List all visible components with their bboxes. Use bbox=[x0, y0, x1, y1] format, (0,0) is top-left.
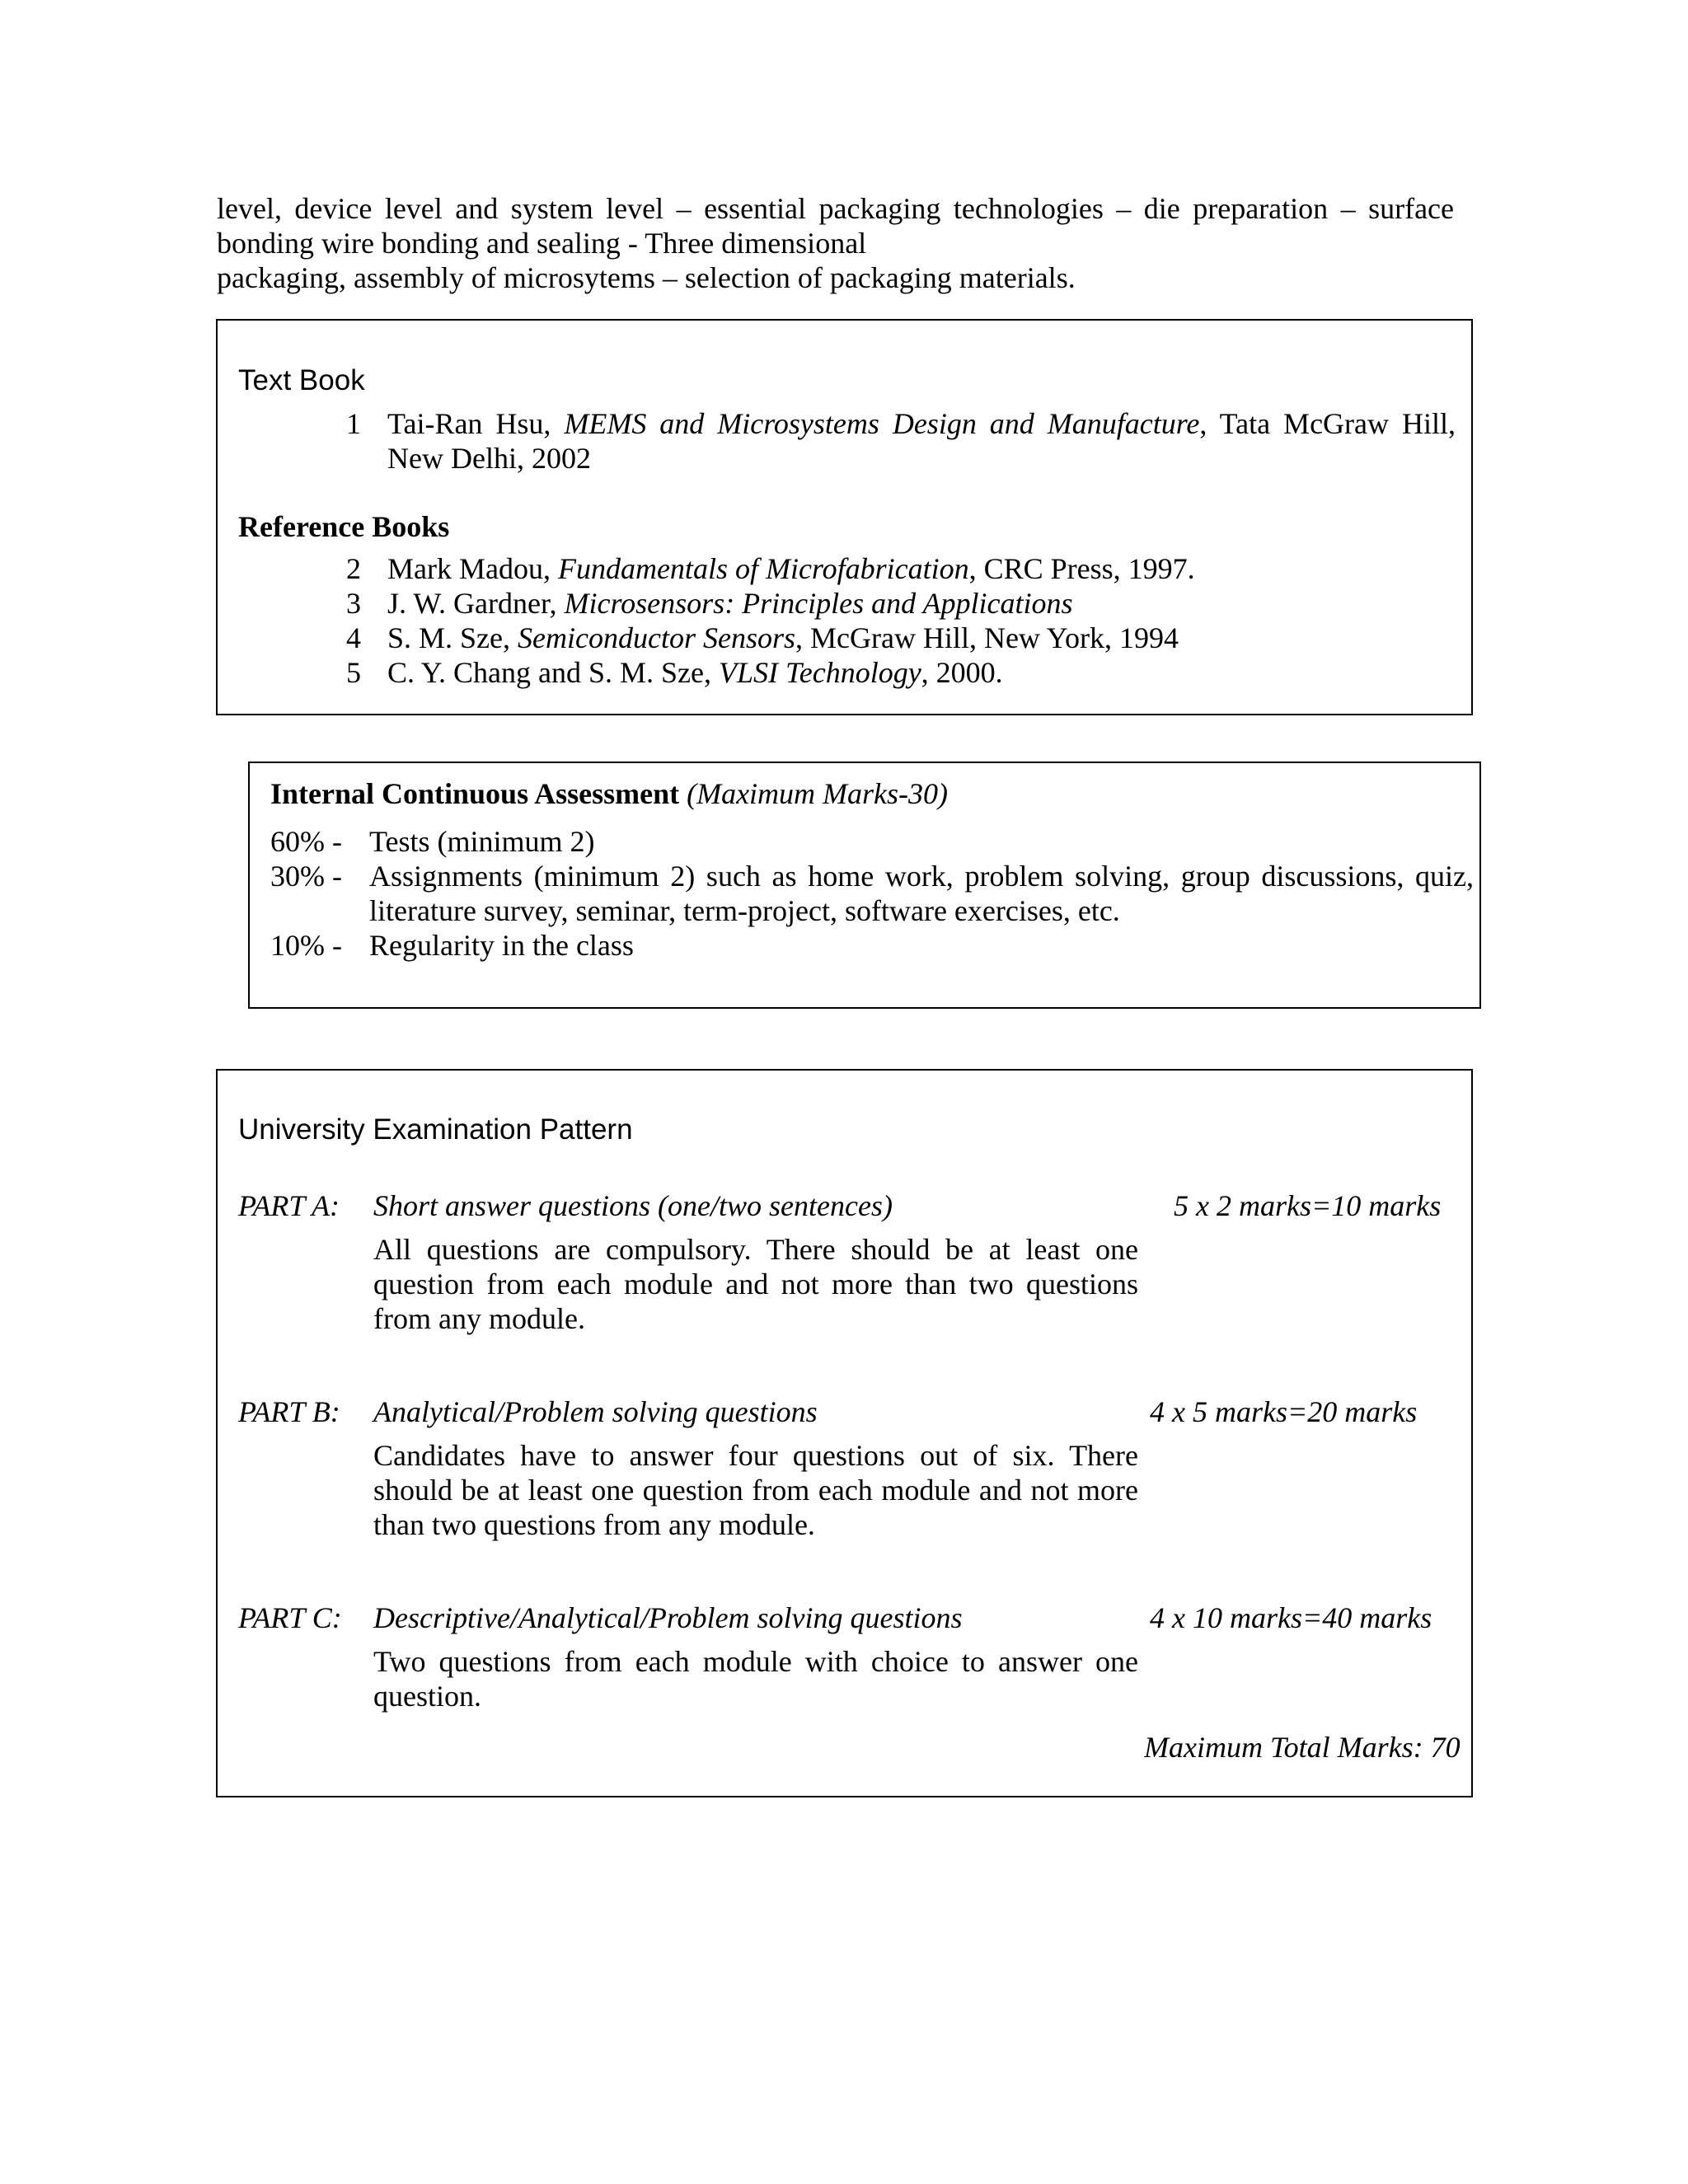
part-b-label: PART B: bbox=[238, 1395, 340, 1428]
book-title: VLSI Technology bbox=[719, 656, 921, 689]
ica-heading-line bbox=[270, 776, 948, 811]
ica-description: Regularity in the class bbox=[369, 929, 634, 962]
ica-description: Tests (minimum 2) bbox=[369, 825, 595, 858]
reference-books-heading: Reference Books bbox=[238, 510, 450, 543]
part-a-marks: 5 x 2 marks=10 marks bbox=[1174, 1189, 1442, 1222]
book-publisher: , 2000. bbox=[921, 656, 1003, 689]
part-b-marks: 4 x 5 marks=20 marks bbox=[1150, 1395, 1418, 1428]
ica-box bbox=[248, 762, 1481, 1009]
book-citation bbox=[387, 406, 1456, 476]
max-total-marks: Maximum Total Marks: 70 bbox=[1144, 1731, 1461, 1764]
book-publisher: , McGraw Hill, New York, 1994 bbox=[795, 621, 1179, 654]
book-number: 1 bbox=[346, 407, 361, 440]
book-title: Microsensors: Principles and Applications bbox=[564, 587, 1073, 620]
part-b-description: Candidates have to answer four questions out of six. There should be at least one question from each module and not more than two questions from any module. bbox=[373, 1439, 1138, 1541]
part-b-title: Analytical/Problem solving questions bbox=[373, 1395, 818, 1428]
ica-heading: Internal Continuous Assessment bbox=[270, 777, 680, 810]
ica-max-marks: (Maximum Marks-30) bbox=[687, 777, 949, 810]
textbooks-box bbox=[216, 319, 1473, 715]
ica-percent: 10% - bbox=[270, 929, 342, 962]
part-a-label: PART A: bbox=[238, 1189, 340, 1222]
intro-line-2: bonding wire bonding and sealing - Three dimensional bbox=[217, 227, 867, 260]
intro-paragraph bbox=[217, 191, 1454, 295]
book-citation bbox=[387, 551, 1456, 586]
book-citation bbox=[387, 655, 1456, 690]
book-author: S. M. Sze, bbox=[387, 621, 518, 654]
ica-percent: 60% - bbox=[270, 825, 342, 858]
book-title: Semiconductor Sensors bbox=[518, 621, 795, 654]
book-title: MEMS and Microsystems Design and Manufacture bbox=[564, 407, 1200, 440]
book-number: 4 bbox=[346, 621, 361, 654]
book-author: Tai-Ran Hsu, bbox=[387, 407, 565, 440]
part-c-description: Two questions from each module with choice to answer one question. bbox=[373, 1645, 1138, 1713]
part-c-label: PART C: bbox=[238, 1601, 342, 1634]
book-number: 5 bbox=[346, 656, 361, 689]
book-publisher: , CRC Press, 1997. bbox=[968, 552, 1195, 585]
ica-description: Assignments (minimum 2) such as home work, problem solving, group discussions, quiz, literature survey, seminar, term-project, software exercises, etc. bbox=[369, 860, 1474, 927]
part-a-title: Short answer questions (one/two sentences) bbox=[373, 1189, 893, 1222]
book-author: J. W. Gardner, bbox=[387, 587, 565, 620]
book-number: 3 bbox=[346, 587, 361, 620]
part-a-description: All questions are compulsory. There should be at least one question from each module and not more than two questions from any module. bbox=[373, 1233, 1138, 1335]
book-author: Mark Madou, bbox=[387, 552, 558, 585]
ica-percent: 30% - bbox=[270, 860, 342, 893]
part-c-title: Descriptive/Analytical/Problem solving questions bbox=[373, 1601, 963, 1634]
book-publisher: , Tata McGraw Hill, New Delhi, 2002 bbox=[387, 407, 1456, 475]
text-book-heading: Text Book bbox=[238, 364, 365, 396]
exam-pattern-box bbox=[216, 1069, 1473, 1797]
book-author: C. Y. Chang and S. M. Sze, bbox=[387, 656, 720, 689]
exam-pattern-heading: University Examination Pattern bbox=[238, 1113, 633, 1146]
book-title: Fundamentals of Microfabrication bbox=[557, 552, 969, 585]
book-citation bbox=[387, 586, 1456, 621]
book-number: 2 bbox=[346, 552, 361, 585]
part-c-marks: 4 x 10 marks=40 marks bbox=[1150, 1601, 1432, 1634]
intro-line-1: level, device level and system level – essential packaging technologies – die preparation – surface bbox=[217, 192, 1454, 225]
intro-line-3: packaging, assembly of microsytems – selection of packaging materials. bbox=[217, 261, 1076, 294]
book-citation bbox=[387, 621, 1456, 655]
